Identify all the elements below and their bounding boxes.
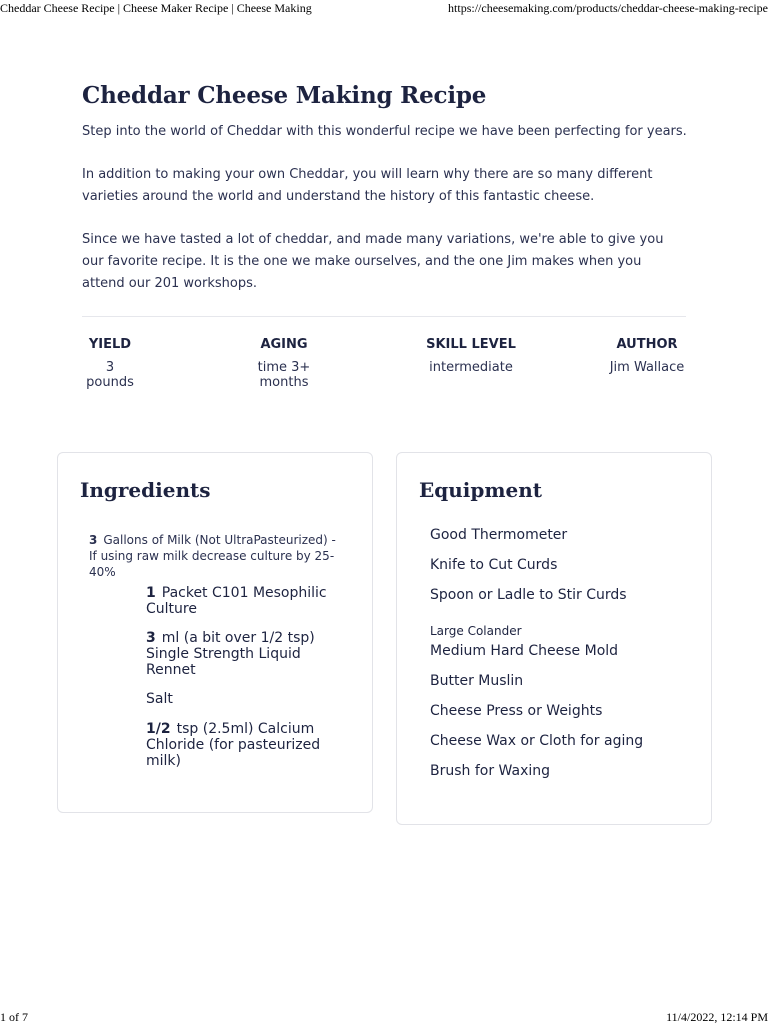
meta-value: 3 pounds <box>86 360 134 390</box>
ingredient-text: Salt <box>146 691 173 707</box>
equipment-item: Medium Hard Cheese Mold <box>430 643 619 659</box>
ingredient-text: Gallons of Milk (Not UltraPasteurized) - If using raw milk decrease culture by 25-40% <box>89 533 336 579</box>
equipment-item: Butter Muslin <box>430 673 524 689</box>
ingredient-text: tsp (2.5ml) Calcium Chloride (for pasteurized milk) <box>146 721 321 769</box>
meta-label: AGING <box>260 337 308 352</box>
equipment-item: Brush for Waxing <box>430 763 551 779</box>
print-datetime: 11/4/2022, 12:14 PM <box>666 1010 768 1024</box>
equipment-item: Cheese Wax or Cloth for aging <box>430 733 644 749</box>
ingredient-item <box>146 585 356 617</box>
equipment-item: Spoon or Ladle to Stir Curds <box>430 587 627 603</box>
ingredient-item <box>146 691 356 707</box>
meta-aging <box>232 337 336 390</box>
meta-value: intermediate <box>429 360 513 375</box>
recipe-intro <box>82 121 687 316</box>
meta-label: SKILL LEVEL <box>426 337 516 352</box>
print-page-url[interactable]: https://cheesemaking.com/products/cheddar-cheese-making-recipe <box>448 1 768 15</box>
meta-yield <box>82 337 138 390</box>
ingredient-text: Packet C101 Mesophilic Culture <box>146 585 327 617</box>
page-number: 1 of 7 <box>0 1010 28 1024</box>
print-header <box>0 0 768 18</box>
ingredient-qty: 3 <box>89 533 98 547</box>
meta-author <box>604 337 690 375</box>
intro-paragraph: Since we have tasted a lot of cheddar, and made many variations, we're able to give you our favorite recipe. It is the one we make ourselves, and the one Jim makes when you attend our 201 workshops. <box>82 232 664 291</box>
equipment-title: Equipment <box>419 478 543 502</box>
meta-label: AUTHOR <box>616 337 678 352</box>
ingredients-title: Ingredients <box>80 478 211 502</box>
ingredient-qty: 1/2 <box>146 721 171 737</box>
equipment-item: Good Thermometer <box>430 527 568 543</box>
equipment-item: Large Colander <box>430 624 522 638</box>
print-page-title: Cheddar Cheese Recipe | Cheese Maker Recipe | Cheese Making <box>0 1 312 15</box>
page-title: Cheddar Cheese Making Recipe <box>82 82 487 109</box>
ingredient-qty: 3 <box>146 630 156 646</box>
equipment-item: Cheese Press or Weights <box>430 703 603 719</box>
meta-value: Jim Wallace <box>609 360 685 375</box>
ingredient-item <box>146 721 346 769</box>
meta-skill-level <box>426 337 516 375</box>
divider <box>82 316 686 317</box>
intro-paragraph: Step into the world of Cheddar with this wonderful recipe we have been perfecting for years. <box>82 124 687 139</box>
ingredient-text: ml (a bit over 1/2 tsp) Single Strength Liquid Rennet <box>146 630 315 678</box>
meta-value: time 3+ months <box>257 360 311 390</box>
equipment-item: Knife to Cut Curds <box>430 557 558 573</box>
meta-label: YIELD <box>88 337 132 352</box>
ingredient-item <box>146 630 346 678</box>
ingredient-qty: 1 <box>146 585 156 601</box>
ingredient-item <box>89 532 339 580</box>
intro-paragraph: In addition to making your own Cheddar, you will learn why there are so many different varieties around the world and understand the history of this fantastic cheese. <box>82 167 653 204</box>
